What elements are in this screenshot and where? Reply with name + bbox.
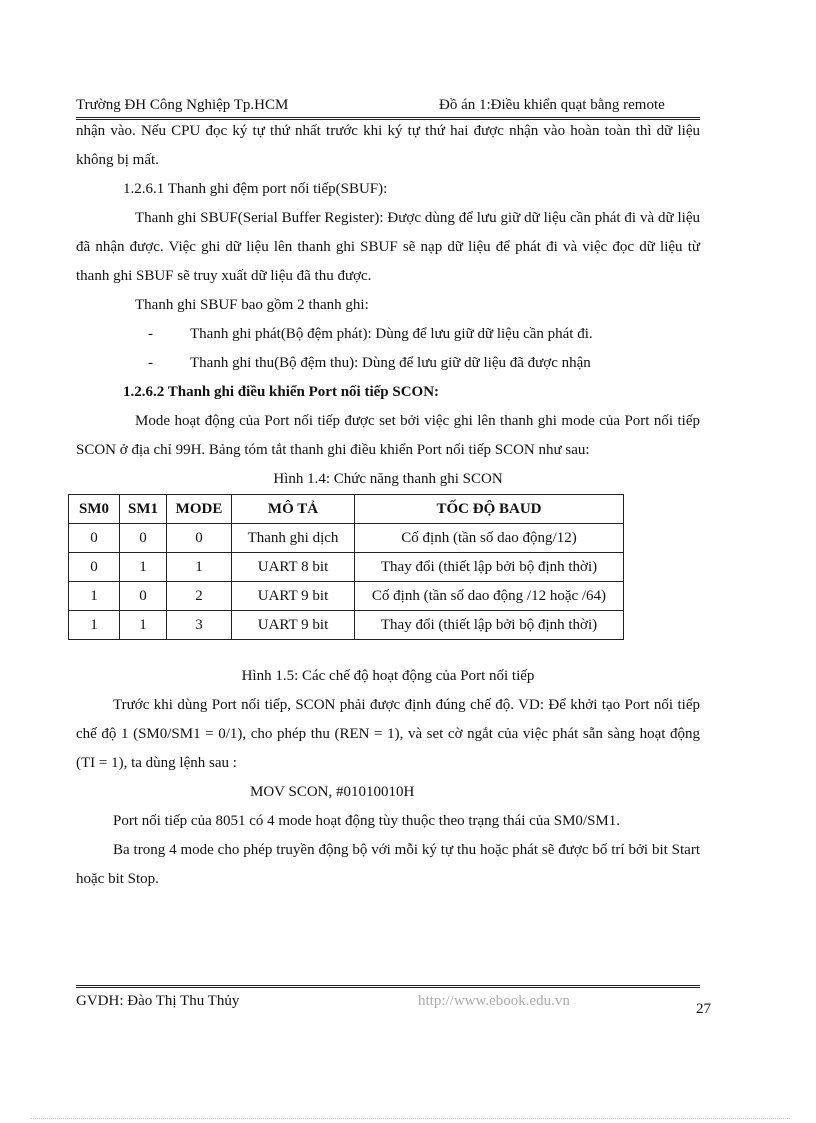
table-header-cell: MÔ TẢ: [232, 495, 355, 524]
paragraph-sbuf-registers: Thanh ghi SBUF bao gồm 2 thanh ghi:: [135, 297, 369, 313]
table-cell: 2: [167, 582, 232, 611]
bullet-dash: -: [148, 355, 153, 371]
page-edge-dotted-line: [30, 1118, 790, 1119]
list-item-text: Thanh ghi phát(Bộ đệm phát): Dùng để lưu giữ dữ liệu cần phát đi.: [190, 326, 593, 342]
table-cell: 1: [167, 553, 232, 582]
figure-caption-1-4: Hình 1.4: Chức năng thanh ghi SCON: [273, 471, 503, 487]
table-cell: 3: [167, 611, 232, 640]
table-row: [69, 553, 624, 582]
header-project-title: Đồ án 1:Điều khiển quạt bằng remote: [439, 97, 665, 113]
scon-table: [68, 494, 624, 640]
paragraph-scon-init: Trước khi dùng Port nối tiếp, SCON phải được định đúng chế độ. VD: Để khởi tạo Port nối tiếp chế độ 1 (SM0/SM1 = 0/1), cho phép thu (REN = 1), và set cờ ngắt của việc phát sẵn sàng hoạt động (TI = 1), ta dùng lệnh sau :: [76, 697, 700, 771]
table-cell: 1: [120, 553, 167, 582]
table-cell: Thay đổi (thiết lập bởi bộ định thời): [355, 611, 624, 640]
table-cell: UART 9 bit: [232, 582, 355, 611]
table-row: [69, 582, 624, 611]
bullet-dash: -: [148, 326, 153, 342]
page-body: [76, 117, 700, 894]
list-item: [76, 349, 700, 378]
table-cell: 1: [120, 611, 167, 640]
footer-rule: [76, 985, 700, 988]
table-row: [69, 524, 624, 553]
paragraph-scon-description: Mode hoạt động của Port nối tiếp được set bởi việc ghi lên thanh ghi mode của Port nối tiếp SCON ở địa chỉ 99H. Bảng tóm tắt thanh ghi điều khiển Port nối tiếp SCON như sau:: [76, 413, 700, 458]
table-cell: 1: [69, 582, 120, 611]
list-item: [76, 320, 700, 349]
code-instruction: MOV SCON, #01010010H: [250, 784, 415, 800]
footer-watermark-link[interactable]: http://www.ebook.edu.vn: [418, 993, 570, 1009]
paragraph-continuation: nhận vào. Nếu CPU đọc ký tự thứ nhất trước khi ký tự thứ hai được nhận vào hoàn toàn thì dữ liệu không bị mất.: [76, 123, 700, 168]
footer-instructor: GVDH: Đào Thị Thu Thủy: [76, 993, 240, 1009]
table-cell: 0: [167, 524, 232, 553]
section-heading-sbuf: 1.2.6.1 Thanh ghi đệm port nối tiếp(SBUF):: [123, 181, 388, 197]
list-item-text: Thanh ghi thu(Bộ đệm thu): Dùng để lưu giữ dữ liệu đã được nhận: [190, 355, 591, 371]
table-row: [69, 611, 624, 640]
table-cell: Cố định (tần số dao động/12): [355, 524, 624, 553]
table-cell: 0: [120, 582, 167, 611]
table-cell: Thay đổi (thiết lập bởi bộ định thời): [355, 553, 624, 582]
paragraph-async-modes: Ba trong 4 mode cho phép truyền động bộ với mỗi ký tự thu hoặc phát sẽ được bố trí bởi bit Start hoặc bit Stop.: [76, 842, 700, 887]
table-cell: 0: [69, 524, 120, 553]
table-cell: 0: [69, 553, 120, 582]
table-header-cell: MODE: [167, 495, 232, 524]
table-cell: Thanh ghi dịch: [232, 524, 355, 553]
table-cell: 0: [120, 524, 167, 553]
paragraph-modes: Port nối tiếp của 8051 có 4 mode hoạt động tùy thuộc theo trạng thái của SM0/SM1.: [113, 813, 621, 829]
table-cell: UART 9 bit: [232, 611, 355, 640]
table-header-cell: TỐC ĐỘ BAUD: [355, 495, 624, 524]
section-heading-scon: 1.2.6.2 Thanh ghi điều khiển Port nối tiếp SCON:: [123, 384, 440, 400]
header-school: Trường ĐH Công Nghiệp Tp.HCM: [76, 97, 289, 113]
figure-caption-1-5: Hình 1.5: Các chế độ hoạt động của Port nối tiếp: [241, 668, 535, 684]
table-header-cell: SM1: [120, 495, 167, 524]
table-cell: UART 8 bit: [232, 553, 355, 582]
table-cell: 1: [69, 611, 120, 640]
table-header-cell: SM0: [69, 495, 120, 524]
page-number: 27: [696, 1001, 711, 1017]
table-cell: Cố định (tần số dao động /12 hoặc /64): [355, 582, 624, 611]
table-header-row: [69, 495, 624, 524]
paragraph-sbuf-description: Thanh ghi SBUF(Serial Buffer Register): Được dùng để lưu giữ dữ liệu cần phát đi và dữ liệu đã nhận được. Việc ghi dữ liệu lên thanh ghi SBUF sẽ nạp dữ liệu để phát đi và việc đọc dữ liệu từ thanh ghi SBUF sẽ truy xuất dữ liệu đã thu được.: [76, 210, 700, 284]
